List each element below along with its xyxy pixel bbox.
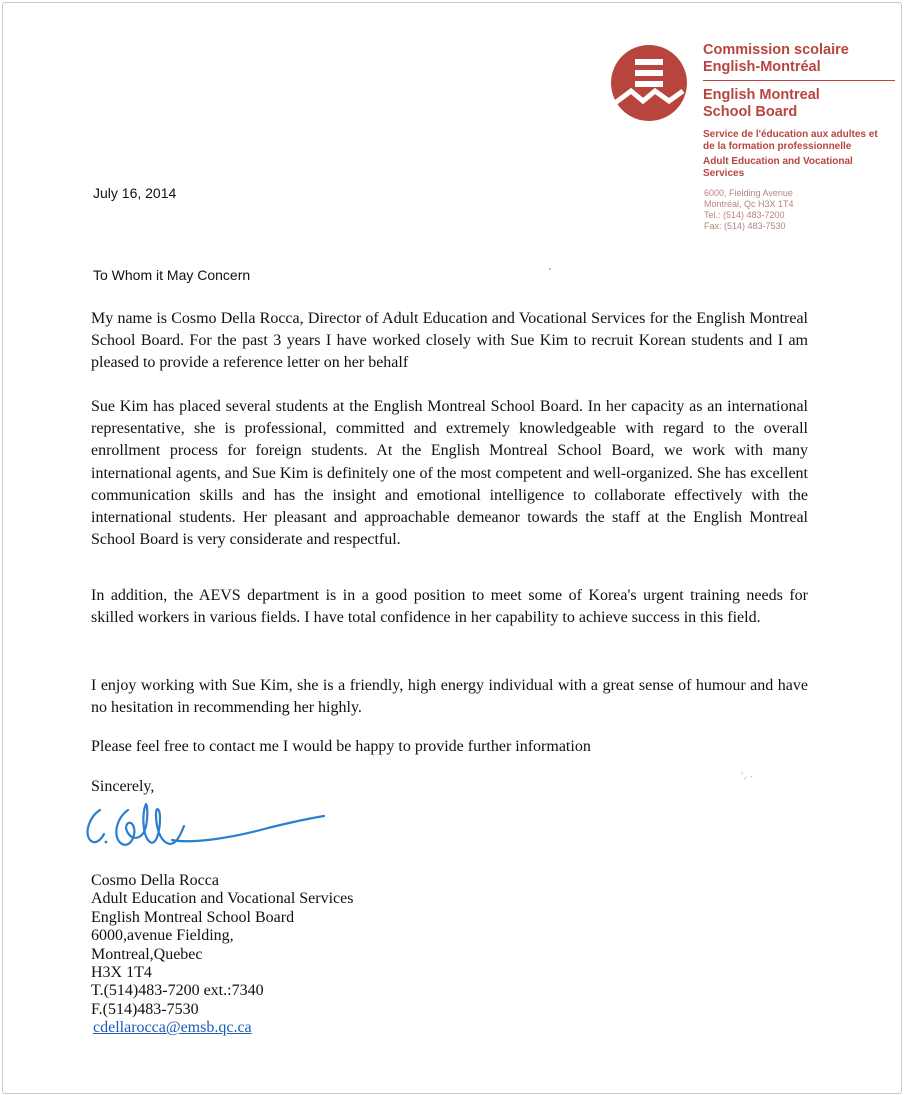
address-phone: Tel.: (514) 483-7200: [704, 210, 785, 220]
signer-city: Montreal,Quebec: [91, 945, 203, 963]
service-fr-line2: de la formation professionnelle: [703, 141, 852, 152]
signer-street: 6000,avenue Fielding,: [91, 927, 234, 945]
letter-date: July 16, 2014: [93, 185, 177, 201]
paragraph-qualities: Sue Kim has placed several students at the English Montreal School Board. In her capacity as an international representative, she is professional, committed and extremely knowledgeable with regard to the overall enrollment process for foreign students. At the English Montreal School Board, we work with many international agents, and Sue Kim is definitely one of the most competent and well-organized. She has excellent communication skills and has the insight and emotional intelligence to collaborate effectively with the international students. Her pleasant and approachable demeanor towards the staff at the English Montreal School Board is very considerate and respectful.: [91, 398, 808, 549]
signer-fax: F.(514)483-7530: [91, 1000, 199, 1018]
signer-phone: T.(514)483-7200 ext.:7340: [91, 982, 264, 1000]
service-fr-line1: Service de l'éducation aux adultes et: [703, 129, 878, 140]
address-city: Montréal, Qc H3X 1T4: [704, 199, 794, 209]
emsb-logo: [611, 45, 687, 121]
paper-speck: [549, 268, 551, 270]
address-street: 6000, Fielding Avenue: [704, 188, 793, 198]
signature-block: [91, 872, 353, 1038]
signer-name: Cosmo Della Rocca: [91, 872, 219, 889]
letterhead-address: [704, 188, 794, 232]
signer-email-link[interactable]: cdellarocca@emsb.qc.ca: [93, 1019, 252, 1037]
stray-mark: ʼ⸝ ·: [741, 771, 753, 781]
salutation: To Whom it May Concern: [93, 267, 251, 283]
board-name-en-line1: English Montreal: [703, 87, 820, 103]
service-en-line2: Services: [703, 168, 745, 179]
signer-postal: H3X 1T4: [91, 964, 152, 982]
signer-org: English Montreal School Board: [91, 908, 295, 926]
paragraph-recommendation: I enjoy working with Sue Kim, she is a friendly, high energy individual with a great sense of humour and have no hesitation in recommending her highly.: [91, 677, 808, 717]
closing: Sincerely,: [91, 778, 155, 795]
paragraph-intro: My name is Cosmo Della Rocca, Director of Adult Education and Vocational Services for the English Montreal School Board. For the past 3 years I have worked closely with Sue Kim to recruit Korean students and I am pleased to provide a reference letter on her behalf: [91, 310, 808, 372]
board-name-en-line2: School Board: [703, 104, 798, 120]
paragraph-addition: In addition, the AEVS department is in a good position to meet some of Korea's urgent training needs for skilled workers in various fields. I have total confidence in her capability to achieve success in this field.: [91, 587, 808, 627]
letterhead-divider: [703, 80, 895, 81]
letterhead-brand: [703, 42, 895, 180]
address-fax: Fax: (514) 483-7530: [704, 221, 786, 231]
board-name-fr-line2: English-Montréal: [703, 59, 821, 75]
signer-title: Adult Education and Vocational Services: [91, 890, 354, 908]
handwritten-signature: [72, 788, 332, 858]
board-name-fr-line1: Commission scolaire: [703, 42, 849, 58]
paragraph-contact: Please feel free to contact me I would be happy to provide further information: [91, 738, 591, 755]
service-en-line1: Adult Education and Vocational: [703, 156, 853, 167]
